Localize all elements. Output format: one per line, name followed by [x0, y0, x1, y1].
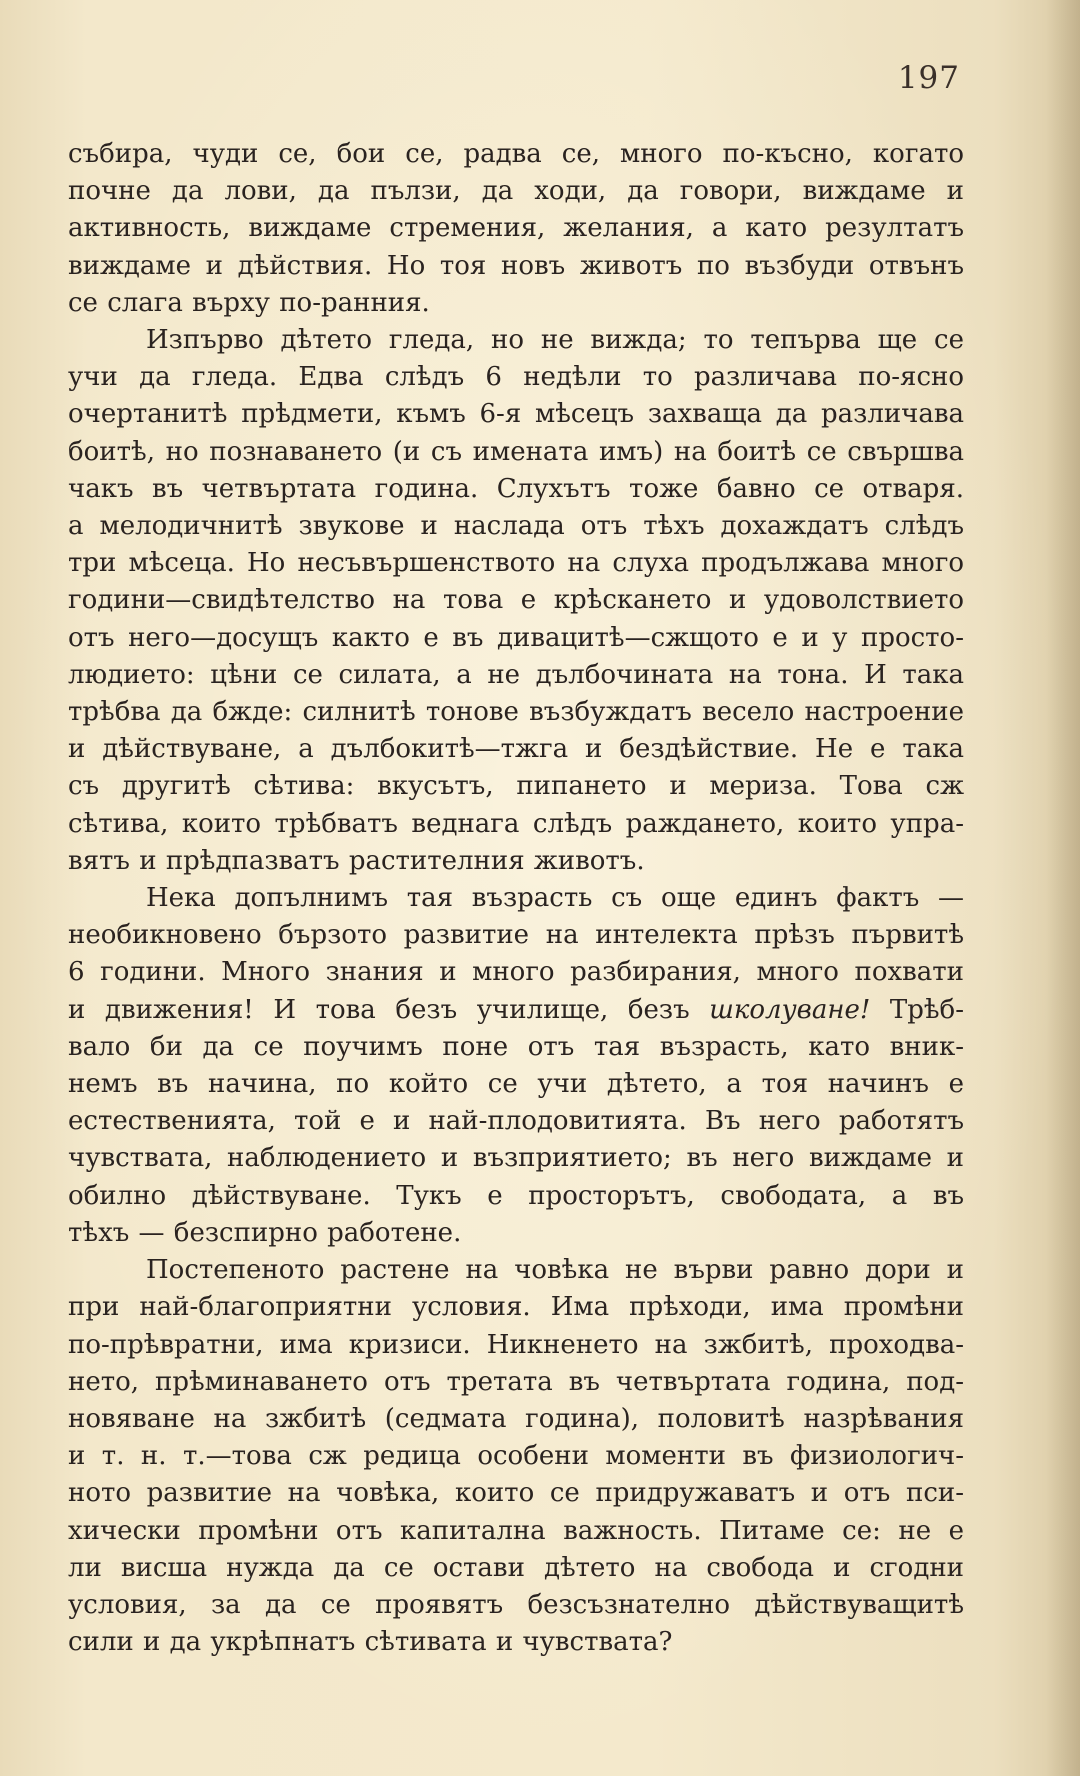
page-number: 197: [897, 60, 960, 96]
text-segment: и движения! И това безъ училище, безъ: [68, 994, 690, 1025]
text-line: чувствата, наблюдението и възприятието; въ него виждаме и: [68, 1143, 964, 1174]
paragraph-3: [68, 880, 964, 1252]
paragraph-1: [68, 136, 964, 322]
page-edge-shadow: [1046, 0, 1080, 1776]
text-line: учи да гледа. Едва слѣдъ 6 недѣли то различава по-ясно: [68, 362, 964, 393]
text-line: по-прѣвратни, има кризиси. Никненето на зжбитѣ, проходва-: [68, 1329, 964, 1360]
paragraph-2: [68, 322, 964, 880]
text-line: очертанитѣ прѣдмети, къмъ 6-я мѣсецъ захваща да различава: [68, 399, 964, 430]
text-line: немъ въ начина, по който се учи дѣтето, а тоя начинъ е: [68, 1069, 964, 1100]
text-line: виждаме и дѣйствия. Но тоя новъ животъ по възбуди отвънъ: [68, 250, 964, 281]
paragraph-4: [68, 1252, 964, 1661]
text-line: людието: цѣни се силата, а не дълбочината на тона. И така: [68, 659, 964, 690]
text-line: и дѣйствуване, а дълбокитѣ—тжга и бездѣйствие. Не е така: [68, 734, 964, 765]
text-line: нето, прѣминаването отъ третата въ четвъртата година, под-: [68, 1366, 964, 1397]
text-line: необикновено бързото развитие на интелекта прѣзъ първитѣ: [68, 920, 964, 951]
text-line: три мѣсеца. Но несъвършенството на слуха продължава много: [68, 548, 964, 579]
text-line: съ другитѣ сѣтива: вкусътъ, пипането и мериза. Това сж: [68, 771, 964, 802]
text-line: ли висша нужда да се остави дѣтето на свобода и сгодни: [68, 1552, 964, 1583]
text-line: Изпърво дѣтето гледа, но не вижда; то тепърва ще се: [146, 325, 964, 356]
text-line: почне да лови, да пълзи, да ходи, да говори, виждаме и: [68, 176, 964, 207]
text-line: отъ него—досущъ както е въ дивацитѣ—сжщото е и у просто-: [68, 622, 964, 653]
italic-word: школуване!: [709, 994, 871, 1025]
text-line: а мелодичнитѣ звукове и наслада отъ тѣхъ дохаждатъ слѣдъ: [68, 511, 964, 542]
text-line: естественията, той е и най-плодовитията. Въ него работятъ: [68, 1106, 964, 1137]
text-line: при най-благоприятни условия. Има прѣходи, има промѣни: [68, 1292, 964, 1323]
text-segment: Трѣб-: [889, 994, 964, 1025]
text-line: условия, за да се проявятъ безсъзнателно дѣйствуващитѣ: [68, 1589, 964, 1620]
text-line: ното развитие на човѣка, които се придружаватъ и отъ пси-: [68, 1478, 964, 1509]
text-line: сили и да укрѣпнатъ сѣтивата и чувствата?: [68, 1627, 673, 1658]
text-line: години—свидѣтелство на това е крѣскането и удоволствието: [68, 585, 964, 616]
body-text: [68, 136, 964, 1661]
text-line: трѣбва да бжде: силнитѣ тонове възбуждатъ весело настроение: [68, 697, 964, 728]
text-line-with-italic: [68, 992, 964, 1029]
text-line: боитѣ, но познаването (и съ имената имъ) на боитѣ се свършва: [68, 436, 964, 467]
text-line: събира, чуди се, бои се, радва се, много по-късно, когато: [68, 139, 964, 169]
text-line: тѣхъ — безспирно работене.: [68, 1217, 462, 1248]
text-line: новяване на зжбитѣ (седмата година), половитѣ назрѣвания: [68, 1403, 964, 1434]
text-line: Нека допълнимъ тая възрасть съ още единъ фактъ —: [146, 883, 964, 914]
text-line: и т. н. т.—това сж редица особени моменти въ физиологич-: [68, 1441, 964, 1472]
text-line: вало би да се поучимъ поне отъ тая възрасть, като вник-: [68, 1031, 964, 1062]
text-line: вятъ и прѣдпазватъ растителния животъ.: [68, 845, 645, 876]
text-line: чакъ въ четвъртата година. Слухътъ тоже бавно се отваря.: [68, 473, 964, 504]
text-line: сѣтива, които трѣбватъ веднага слѣдъ раждането, които упра-: [68, 808, 964, 839]
text-line: хически промѣни отъ капитална важность. Питаме се: не е: [68, 1515, 964, 1546]
text-line: 6 години. Много знания и много разбирания, много похвати: [68, 957, 964, 988]
text-line: обилно дѣйствуване. Тукъ е просторътъ, свободата, а въ: [68, 1180, 964, 1211]
text-line: активность, виждаме стремения, желания, а като резултатъ: [68, 213, 964, 244]
text-line: се слага върху по-ранния.: [68, 287, 430, 318]
text-line: Постепеното растене на човѣка не върви равно дори и: [146, 1255, 964, 1286]
